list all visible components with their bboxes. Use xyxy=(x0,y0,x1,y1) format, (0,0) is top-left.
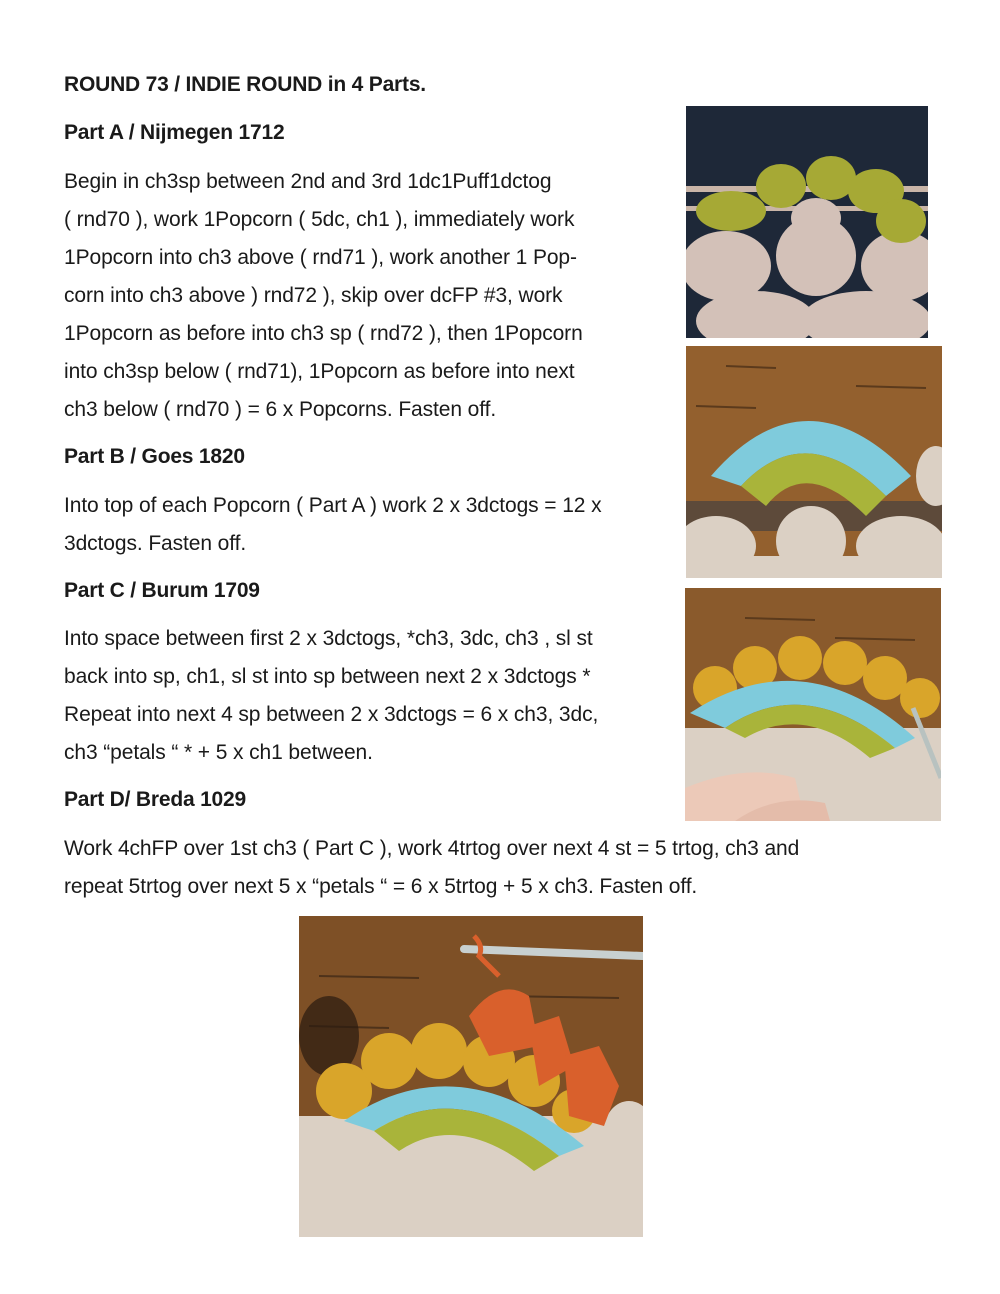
part-b-body xyxy=(64,487,602,563)
document-title: ROUND 73 / INDIE ROUND in 4 Parts. xyxy=(64,73,426,96)
text-line: Into top of each Popcorn ( Part A ) work 2 x 3dctogs = 12 x xyxy=(64,494,602,517)
text-line: 1Popcorn into ch3 above ( rnd71 ), work another 1 Pop- xyxy=(64,246,577,269)
text-line: corn into ch3 above ) rnd72 ), skip over dcFP #3, work xyxy=(64,284,563,307)
part-d-body xyxy=(64,830,799,906)
text-line: Work 4chFP over 1st ch3 ( Part C ), work 4trtog over next 4 st = 5 trtog, ch3 and xyxy=(64,837,800,860)
text-line: ch3 below ( rnd70 ) = 6 x Popcorns. Fasten off. xyxy=(64,398,497,421)
text-line: Begin in ch3sp between 2nd and 3rd 1dc1Puff1dctog xyxy=(64,170,552,193)
part-a-body xyxy=(64,163,583,429)
part-b-heading: Part B / Goes 1820 xyxy=(64,445,245,468)
text-line: ( rnd70 ), work 1Popcorn ( 5dc, ch1 ), immediately work xyxy=(64,208,575,231)
photo-part-d xyxy=(299,916,643,1237)
part-d-heading: Part D/ Breda 1029 xyxy=(64,788,246,811)
text-line: 1Popcorn as before into ch3 sp ( rnd72 ), then 1Popcorn xyxy=(64,322,583,345)
text-line: back into sp, ch1, sl st into sp between next 2 x 3dctogs * xyxy=(64,665,591,688)
text-line: Repeat into next 4 sp between 2 x 3dctogs = 6 x ch3, 3dc, xyxy=(64,703,599,726)
text-line: 3dctogs. Fasten off. xyxy=(64,532,247,555)
photo-part-b xyxy=(686,346,942,578)
photo-part-c xyxy=(685,588,941,821)
text-line: Into space between first 2 x 3dctogs, *ch3, 3dc, ch3 , sl st xyxy=(64,627,593,650)
text-line: into ch3sp below ( rnd71), 1Popcorn as before into next xyxy=(64,360,575,383)
text-line: ch3 “petals “ * + 5 x ch1 between. xyxy=(64,741,373,764)
part-c-heading: Part C / Burum 1709 xyxy=(64,579,260,602)
part-c-body xyxy=(64,620,598,772)
part-a-heading: Part A / Nijmegen 1712 xyxy=(64,121,285,144)
text-line: repeat 5trtog over next 5 x “petals “ = 6 x 5trtog + 5 x ch3. Fasten off. xyxy=(64,875,698,898)
photo-part-a xyxy=(686,106,928,338)
